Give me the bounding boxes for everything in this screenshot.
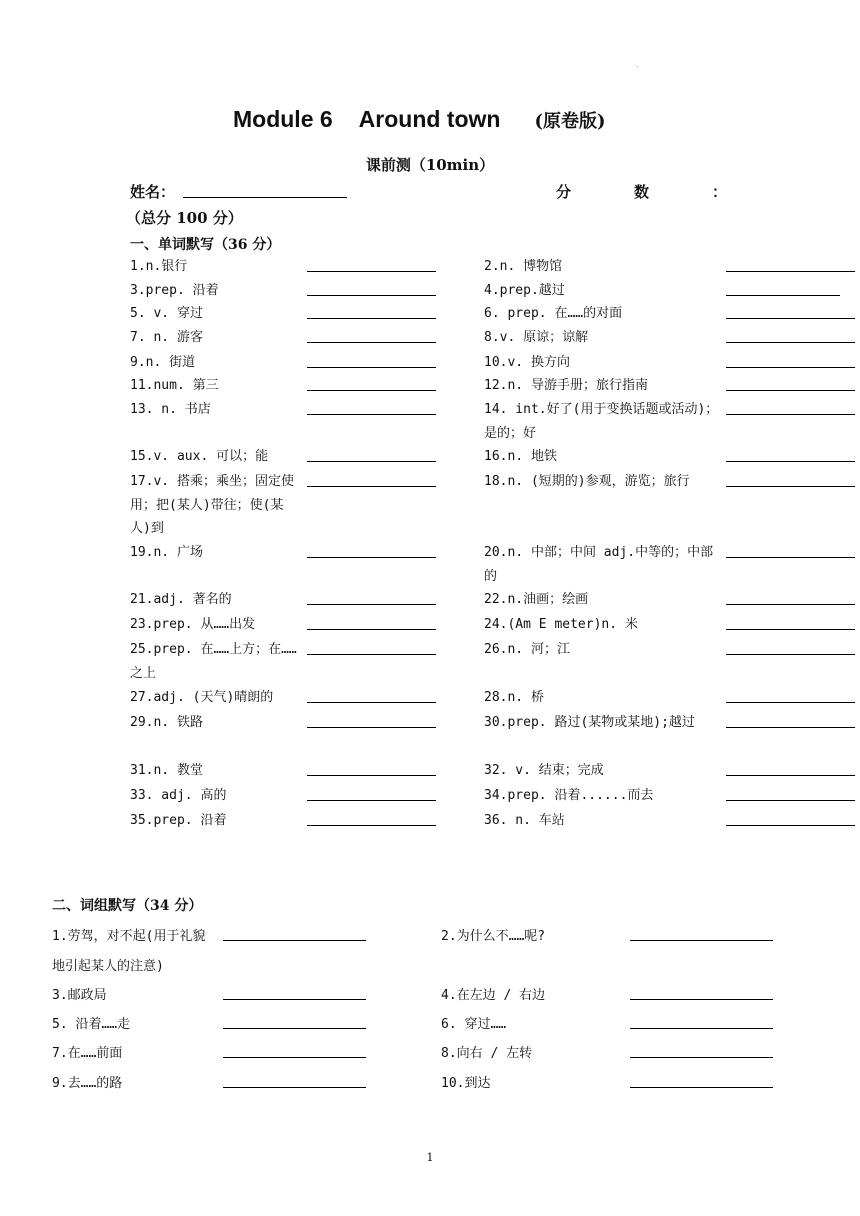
- word-item: 34.prep. 沿着......而去: [484, 788, 654, 803]
- word-item: 9.n. 街道: [130, 355, 196, 370]
- word-item: 36. n. 车站: [484, 813, 565, 828]
- section-1-title: 一、单词默写（36 分）: [130, 237, 281, 253]
- name-blank[interactable]: [183, 197, 347, 198]
- answer-blank[interactable]: [630, 940, 773, 941]
- total-score: （总分 100 分）: [126, 209, 243, 227]
- word-item: 10.v. 换方向: [484, 355, 570, 370]
- answer-blank[interactable]: [630, 1028, 773, 1029]
- answer-blank[interactable]: [307, 629, 436, 630]
- answer-blank[interactable]: [726, 390, 855, 391]
- word-item: 27.adj. (天气)晴朗的: [130, 690, 274, 705]
- answer-blank[interactable]: [307, 414, 436, 415]
- word-item: 11.num. 第三: [130, 378, 219, 393]
- word-item: 4.prep.越过: [484, 283, 565, 298]
- phrase-item: 3.邮政局: [52, 988, 107, 1003]
- word-item: 20.n. 中部；中间 adj.中等的；中部的: [484, 545, 714, 584]
- word-item: 33. adj. 高的: [130, 788, 227, 803]
- answer-blank[interactable]: [726, 461, 855, 462]
- answer-blank[interactable]: [726, 629, 855, 630]
- answer-blank[interactable]: [307, 342, 436, 343]
- answer-blank[interactable]: [726, 342, 855, 343]
- phrase-item: 2.为什么不……呢?: [441, 929, 546, 944]
- word-item: 16.n. 地铁: [484, 449, 557, 464]
- answer-blank[interactable]: [726, 318, 855, 319]
- answer-blank[interactable]: [726, 825, 855, 826]
- answer-blank[interactable]: [307, 775, 436, 776]
- word-item: 2.n. 博物馆: [484, 259, 563, 274]
- word-item: 26.n. 河；江: [484, 642, 570, 657]
- answer-blank[interactable]: [307, 390, 436, 391]
- word-item: 24.(Am E meter)n. 米: [484, 617, 638, 632]
- answer-blank[interactable]: [307, 800, 436, 801]
- phrase-item: 5. 沿着……走: [52, 1017, 131, 1032]
- answer-blank[interactable]: [726, 414, 855, 415]
- word-item: 30.prep. 路过(某物或某地);越过: [484, 715, 695, 730]
- phrase-item: 10.到达: [441, 1076, 491, 1091]
- score-colon: ：: [712, 183, 728, 201]
- word-item: 28.n. 桥: [484, 690, 544, 705]
- answer-blank[interactable]: [726, 295, 840, 296]
- answer-blank[interactable]: [307, 825, 436, 826]
- word-item: 18.n. (短期的)参观，游览；旅行: [484, 474, 690, 489]
- answer-blank[interactable]: [630, 999, 773, 1000]
- answer-blank[interactable]: [307, 295, 436, 296]
- word-item: 12.n. 导游手册；旅行指南: [484, 378, 648, 393]
- word-item: 29.n. 铁路: [130, 715, 203, 730]
- answer-blank[interactable]: [726, 486, 855, 487]
- answer-blank[interactable]: [307, 461, 436, 462]
- answer-blank[interactable]: [307, 654, 436, 655]
- answer-blank[interactable]: [630, 1087, 773, 1088]
- phrase-item: 8.向右 / 左转: [441, 1046, 533, 1061]
- answer-blank[interactable]: [307, 486, 436, 487]
- word-item: 7. n. 游客: [130, 330, 203, 345]
- phrase-item: 7.在……前面: [52, 1046, 123, 1061]
- answer-blank[interactable]: [726, 654, 855, 655]
- word-item: 8.v. 原谅；谅解: [484, 330, 589, 345]
- page-title: [233, 106, 606, 133]
- answer-blank[interactable]: [307, 318, 436, 319]
- answer-blank[interactable]: [307, 557, 436, 558]
- phrase-item: 1.劳驾，对不起(用于礼貌地引起某人的注意): [52, 929, 206, 974]
- answer-blank[interactable]: [307, 367, 436, 368]
- answer-blank[interactable]: [726, 557, 855, 558]
- word-item: 19.n. 广场: [130, 545, 203, 560]
- section-2-title: 二、词组默写（34 分）: [52, 898, 203, 914]
- answer-blank[interactable]: [307, 702, 436, 703]
- word-item: 14. int.好了(用于变换话题或活动)；是的；好: [484, 402, 719, 441]
- answer-blank[interactable]: [726, 800, 855, 801]
- word-item: 6. prep. 在……的对面: [484, 306, 623, 321]
- answer-blank[interactable]: [307, 271, 436, 272]
- answer-blank[interactable]: [223, 1028, 366, 1029]
- answer-blank[interactable]: [223, 999, 366, 1000]
- answer-blank[interactable]: [726, 367, 855, 368]
- phrase-item: 9.去……的路: [52, 1076, 123, 1091]
- word-item: 23.prep. 从……出发: [130, 617, 256, 632]
- answer-blank[interactable]: [307, 727, 436, 728]
- answer-blank[interactable]: [726, 604, 855, 605]
- title-version: (原卷版): [534, 111, 606, 132]
- title-module: Module 6: [233, 106, 333, 132]
- word-item: 17.v. 搭乘；乘坐；固定使用；把(某人)带往；使(某人)到: [130, 474, 294, 536]
- answer-blank[interactable]: [726, 727, 855, 728]
- name-label: 姓名：: [130, 183, 176, 201]
- word-item: 22.n.油画；绘画: [484, 592, 589, 607]
- score-label-2: 数: [634, 183, 650, 201]
- answer-blank[interactable]: [307, 604, 436, 605]
- word-item: 1.n.银行: [130, 259, 188, 274]
- word-item: 15.v. aux. 可以；能: [130, 449, 269, 464]
- word-item: 31.n. 教堂: [130, 763, 203, 778]
- answer-blank[interactable]: [223, 1087, 366, 1088]
- title-topic: Around town: [358, 106, 501, 132]
- word-item: 25.prep. 在……上方；在……之上: [130, 642, 297, 681]
- answer-blank[interactable]: [630, 1057, 773, 1058]
- page-number: 1: [426, 1151, 434, 1164]
- answer-blank[interactable]: [726, 775, 855, 776]
- word-item: 3.prep. 沿着: [130, 283, 219, 298]
- word-item: 35.prep. 沿着: [130, 813, 227, 828]
- word-item: 21.adj. 著名的: [130, 592, 232, 607]
- answer-blank[interactable]: [726, 271, 855, 272]
- page-subtitle: 课前测（10min）: [365, 156, 495, 174]
- word-item: 13. n. 书店: [130, 402, 211, 417]
- corner-dot: .: [636, 60, 639, 69]
- word-item: 32. v. 结束；完成: [484, 763, 604, 778]
- score-label-1: 分: [556, 183, 572, 201]
- answer-blank[interactable]: [223, 940, 366, 941]
- word-item: 5. v. 穿过: [130, 306, 203, 321]
- answer-blank[interactable]: [223, 1057, 366, 1058]
- phrase-item: 6. 穿过……: [441, 1017, 507, 1032]
- answer-blank[interactable]: [726, 702, 855, 703]
- phrase-item: 4.在左边 / 右边: [441, 988, 546, 1003]
